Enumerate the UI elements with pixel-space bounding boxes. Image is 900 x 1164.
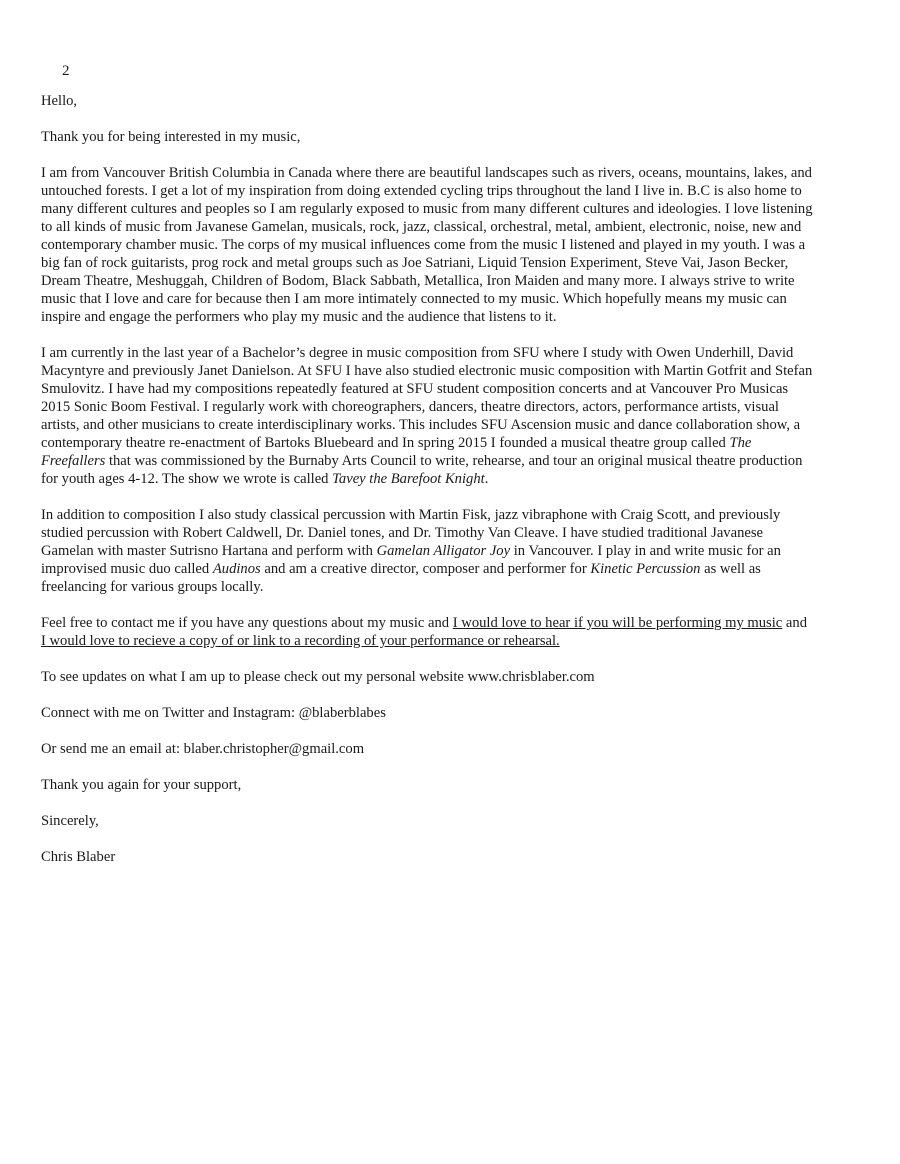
paragraph-education [41, 344, 815, 488]
signature: Chris Blaber [41, 849, 116, 865]
closing: Sincerely, [41, 813, 99, 829]
website-line: To see updates on what I am up to please check out my personal website www.chrisblaber.com [41, 669, 595, 685]
education-text-3: . [484, 471, 489, 487]
ensemble-name: Kinetic Percussion [590, 561, 701, 577]
education-text-1: I am currently in the last year of a Bachelor’s degree in music composition from SFU where I study with Owen Underhill, David Macyntyre and previously Janet Danielson. At SFU I have also studied electronic music composition with Martin Gotfrit and Stefan Smulovitz. I have had my compositions repeatedly featured at SFU student composition concerts and at Vancouver Pro Musicas 2015 Sonic Boom Festival. I regularly work with choreographers, dancers, theatre directors, actors, performance artists, visual artists, and other musicians to create interdisciplinary works. This includes SFU Ascension music and dance collaboration show, a contemporary theatre re-enactment of Bartoks Bluebeard and In spring 2015 I founded a musical theatre group called [41, 345, 813, 451]
thanks-intro: Thank you for being interested in my music, [41, 129, 301, 145]
letter-body [41, 92, 815, 884]
percussion-text-3: and am a creative director, composer and performer for [260, 561, 591, 577]
group-name: The Freefallers [41, 435, 752, 469]
percussion-text-4: as well as freelancing for various groups locally. [41, 561, 761, 595]
paragraph-background: I am from Vancouver British Columbia in Canada where there are beautiful landscapes such as rivers, oceans, mountains, lakes, and untouched forests. I get a lot of my inspiration from doing extended cycling trips throughout the land I live in. B.C is also home to many different cultures and peoples so I am regularly exposed to music from many different cultures and ideologies. I love listening to all kinds of music from Javanese Gamelan, musicals, rock, jazz, classical, orchestral, metal, ambient, electronic, noise, new and contemporary chamber music. The corps of my musical influences come from the music I listened and played in my youth. I was a big fan of rock guitarists, prog rock and metal groups such as Joe Satriani, Liquid Tension Experiment, Steve Vai, Jason Becker, Dream Theatre, Meshuggah, Children of Bodom, Black Sabbath, Metallica, Iron Maiden and many more. I always strive to write music that I love and care for because then I am more intimately connected to my music. Which hopefully means my music can inspire and engage the performers who play my music and the audience that listens to it. [41, 165, 813, 325]
recording-request: I would love to recieve a copy of or link to a recording of your performance or rehearsal. [41, 633, 560, 649]
percussion-text-2: in Vancouver. I play in and write music for an improvised music duo called [41, 543, 781, 577]
show-name: Tavey the Barefoot Knight [332, 471, 485, 487]
greeting: Hello, [41, 93, 78, 109]
percussion-text-1: In addition to composition I also study classical percussion with Martin Fisk, jazz vibraphone with Craig Scott, and previously studied percussion with Robert Caldwell, Dr. Daniel tones, and Dr. Timothy Van Cleave. I have studied traditional Javanese Gamelan with master Sutrisno Hartana and perform with [41, 507, 781, 559]
paragraph-contact [41, 614, 815, 650]
paragraph-percussion [41, 506, 815, 596]
performance-request: I would love to hear if you will be performing my music [452, 615, 783, 631]
email-line: Or send me an email at: blaber.christopher@gmail.com [41, 741, 365, 757]
social-line: Connect with me on Twitter and Instagram: @blaberblabes [41, 705, 386, 721]
gamelan-group-name: Gamelan Alligator Joy [376, 543, 511, 559]
page-number: 2 [62, 63, 70, 79]
education-text-2: that was commissioned by the Burnaby Arts Council to write, rehearse, and tour an original musical theatre production for youth ages 4-12. The show we wrote is called [41, 453, 803, 487]
contact-text-1: Feel free to contact me if you have any questions about my music and [41, 615, 453, 631]
contact-text-2: and [782, 615, 808, 631]
duo-name: Audinos [212, 561, 261, 577]
thanks-again: Thank you again for your support, [41, 777, 242, 793]
